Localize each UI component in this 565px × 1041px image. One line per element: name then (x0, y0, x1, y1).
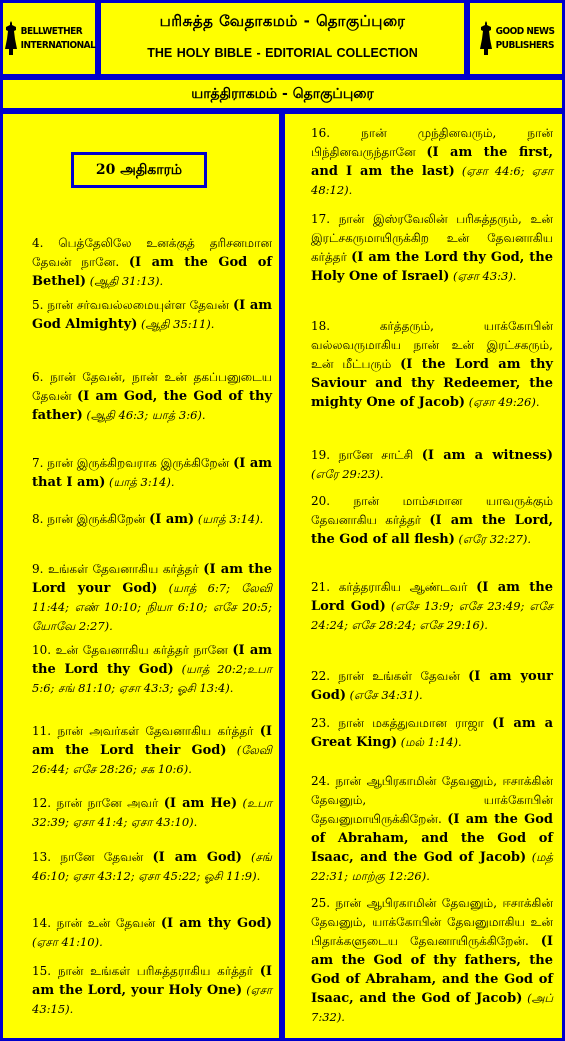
verse-english: (I am the Lord thy God) (32, 643, 273, 677)
verse-entry (32, 368, 272, 425)
verse-english: (I am thy God) (160, 916, 272, 931)
verse-english: (I am the God of thy fathers, the God of Abraham, and the God of Isaac, and the God of Jacob) (311, 934, 553, 1006)
verse-tamil: 15. நான் உங்கள் பரிசுத்தராகிய கர்த்தர் (32, 964, 260, 978)
verse-tamil: 22. நான் உங்கள் தேவன் (311, 669, 469, 683)
verse-tamil: 14. நான் உன் தேவன் (32, 916, 161, 930)
verse-entry (32, 641, 272, 698)
verse-entry (32, 454, 272, 492)
verse-tamil: 25. நான் ஆபிரகாமின் தேவனும், ஈசாக்கின் தேவனும், யாக்கோபின் தேவனுமாகிய உன் பிதாக்களுடைய தேவனாயிருக்கிறேன். (311, 896, 553, 948)
verse-tamil: 7. நான் இருக்கிறவராக இருக்கிறேன் (32, 456, 234, 470)
verse-english: (I am God) (152, 850, 242, 865)
verse-entry (311, 317, 553, 412)
verse-tamil: 6. நான் தேவன், நான் உன் தகப்பனுடைய தேவன் (32, 370, 272, 403)
verse-reference: (ஏசா 43:15). (32, 983, 273, 1016)
english-title: THE HOLY BIBLE - EDITORIAL COLLECTION (147, 46, 418, 60)
verse-tamil: 21. கர்த்தராகிய ஆண்டவர் (311, 580, 477, 594)
verse-english: (I am the God of Bethel) (32, 255, 272, 289)
verse-entry (32, 794, 272, 832)
verse-reference: (சங் 46:10; ஏசா 43:12; ஏசா 45:22; ஓசி 11:9). (32, 850, 272, 883)
verse-reference: (ஏசா 49:26). (465, 395, 540, 409)
verse-reference: (எசே 13:9; எசே 23:49; எசே 24:24; எசே 28:24; எசே 29:16). (311, 599, 553, 632)
right-column (282, 111, 565, 1041)
chapter-heading: 20 அதிகாரம் (71, 152, 207, 188)
verse-reference: (லேவி 26:44; எசே 28:26; சக 10:6). (32, 743, 273, 776)
verse-tamil: 13. நானே தேவன் (32, 850, 153, 864)
left-column (0, 111, 282, 1041)
verse-reference: (யாத் 20:2;உபா 5:6; சங் 81:10; ஏசா 43:3; ஓசி 13:4). (32, 662, 272, 695)
verse-entry (32, 510, 272, 529)
verse-reference: (ஏசா 43:3). (449, 269, 517, 283)
verse-tamil: 10. உன் தேவனாகிய கர்த்தர் நானே (32, 643, 233, 657)
bellwether-logo-text: BELLWETHER INTERNATIONAL (20, 25, 96, 51)
verse-english: (I am that I am) (32, 456, 273, 490)
verse-reference: (எரே 32:27). (454, 532, 532, 546)
verse-reference: (மல் 1:14). (397, 735, 462, 749)
verse-reference: (மத் 22:31; மாற்கு 12:26). (311, 850, 554, 883)
verse-entry (311, 446, 553, 484)
verse-english: (I am the God of Abraham, and the God of Isaac, and the God of Jacob) (311, 812, 553, 865)
verse-tamil: 19. நானே சாட்சி (311, 448, 422, 462)
verse-tamil: 16. நான் முந்தினவரும், நான் பிந்தினவருந்தானே (311, 126, 553, 159)
verse-entry (32, 914, 272, 952)
verse-entry (32, 848, 272, 886)
verse-reference: (ஆதி 35:11). (137, 317, 215, 331)
verse-reference: (ஆதி 31:13). (86, 274, 164, 288)
verse-reference: (யாத் 3:14). (105, 475, 175, 489)
bellwether-logo-box (0, 0, 98, 77)
verse-tamil: 4. பெத்தேலிலே உனக்குத் தரிசனமான தேவன் நானே. (32, 236, 272, 269)
verse-tamil: 9. உங்கள் தேவனாகிய கர்த்தர் (32, 562, 204, 576)
bellwether-logo-icon (3, 19, 19, 59)
verse-english: (I am a witness) (421, 448, 554, 463)
verse-reference: (அப் 7:32). (311, 991, 554, 1024)
verse-tamil: 8. நான் இருக்கிறேன் (32, 512, 150, 526)
verse-reference: (உபா 32:39; ஏசா 41:4; ஏசா 43:10). (32, 796, 272, 829)
verse-english: (I am the Lord thy God, the Holy One of Israel) (311, 250, 554, 284)
verse-entry (311, 772, 553, 886)
verse-entry (32, 560, 272, 636)
verse-english: (I am the Lord God) (311, 580, 553, 614)
verse-entry (311, 124, 553, 200)
verse-english: (I am the Lord their God) (32, 724, 272, 758)
good-news-logo-icon (478, 19, 494, 59)
verse-english: (I am He) (163, 796, 238, 811)
verse-entry (311, 894, 553, 1027)
good-news-logo-box (467, 0, 565, 77)
verse-tamil: 5. நான் சர்வவல்லமையுள்ள தேவன் (32, 298, 233, 312)
verse-reference: (யாத் 3:14). (194, 512, 264, 526)
verse-entry (311, 492, 553, 549)
verse-entry (32, 234, 272, 291)
page-header (98, 0, 467, 77)
verse-english: (I am the Lord, your Holy One) (32, 964, 272, 998)
verse-reference: (ஏசா 44:6; ஏசா 48:12). (311, 164, 553, 197)
verse-reference: (எசே 34:31). (346, 688, 423, 702)
verse-reference: (ஏசா 41:10). (32, 935, 103, 949)
verse-tamil: 20. நான் மாம்சமான யாவருக்கும் தேவனாகிய கர்த்தர் (311, 494, 553, 527)
verse-reference: (ஆதி 46:3; யாத் 3:6). (82, 408, 206, 422)
verse-english: (I am a Great King) (311, 716, 553, 750)
verse-english: (I am) (149, 512, 195, 527)
verse-entry (32, 296, 272, 334)
verse-tamil: 18. கர்த்தரும், யாக்கோபின் வல்லவருமாகிய நான் உன் இரட்சகரும், உன் மீட்பரும் (311, 319, 553, 371)
section-subheader (0, 77, 565, 111)
verse-tamil: 23. நான் மகத்துவமான ராஜா (311, 716, 493, 730)
verse-entry (311, 714, 553, 752)
verse-entry (32, 962, 272, 1019)
verse-english: (I the Lord am thy Saviour and thy Redeemer, the mighty One of Jacob) (311, 357, 553, 410)
verse-english: (I am God Almighty) (32, 298, 273, 332)
verse-tamil: 17. நான் இஸ்ரவேலின் பரிசுத்தரும், உன் இரட்சகருமாயிருக்கிற உன் தேவனாகிய கர்த்தர் (311, 212, 553, 264)
verse-entry (32, 722, 272, 779)
verse-entry (311, 667, 553, 705)
verse-reference: (எரே 29:23). (311, 467, 384, 481)
verse-english: (I am the Lord, the God of all flesh) (311, 513, 554, 547)
verse-tamil: 12. நான் நானே அவர் (32, 796, 164, 810)
verse-entry (311, 210, 553, 286)
tamil-title: பரிசுத்த வேதாகமம் - தொகுப்புரை (159, 12, 406, 30)
verse-entry (311, 578, 553, 635)
verse-english: (I am your God) (311, 669, 553, 703)
verse-english: (I am the first, and I am the last) (311, 145, 553, 179)
verse-english: (I am God, the God of thy father) (32, 389, 272, 423)
verse-reference: (யாத் 6:7; லேவி 11:44; எண் 10:10; நியா 6:10; எசே 20:5; யோவே 2:27). (32, 581, 272, 633)
verse-english: (I am the Lord your God) (32, 562, 272, 596)
verse-tamil: 24. நான் ஆபிரகாமின் தேவனும், ஈசாக்கின் தேவனும், யாக்கோபின் தேவனுமாயிருக்கிறேன். (311, 774, 553, 826)
verse-tamil: 11. நான் அவர்கள் தேவனாகிய கர்த்தர் (32, 724, 260, 738)
section-title: யாத்திராகமம் - தொகுப்புரை (191, 86, 374, 102)
good-news-logo-text: GOOD NEWS PUBLISHERS (495, 25, 555, 51)
